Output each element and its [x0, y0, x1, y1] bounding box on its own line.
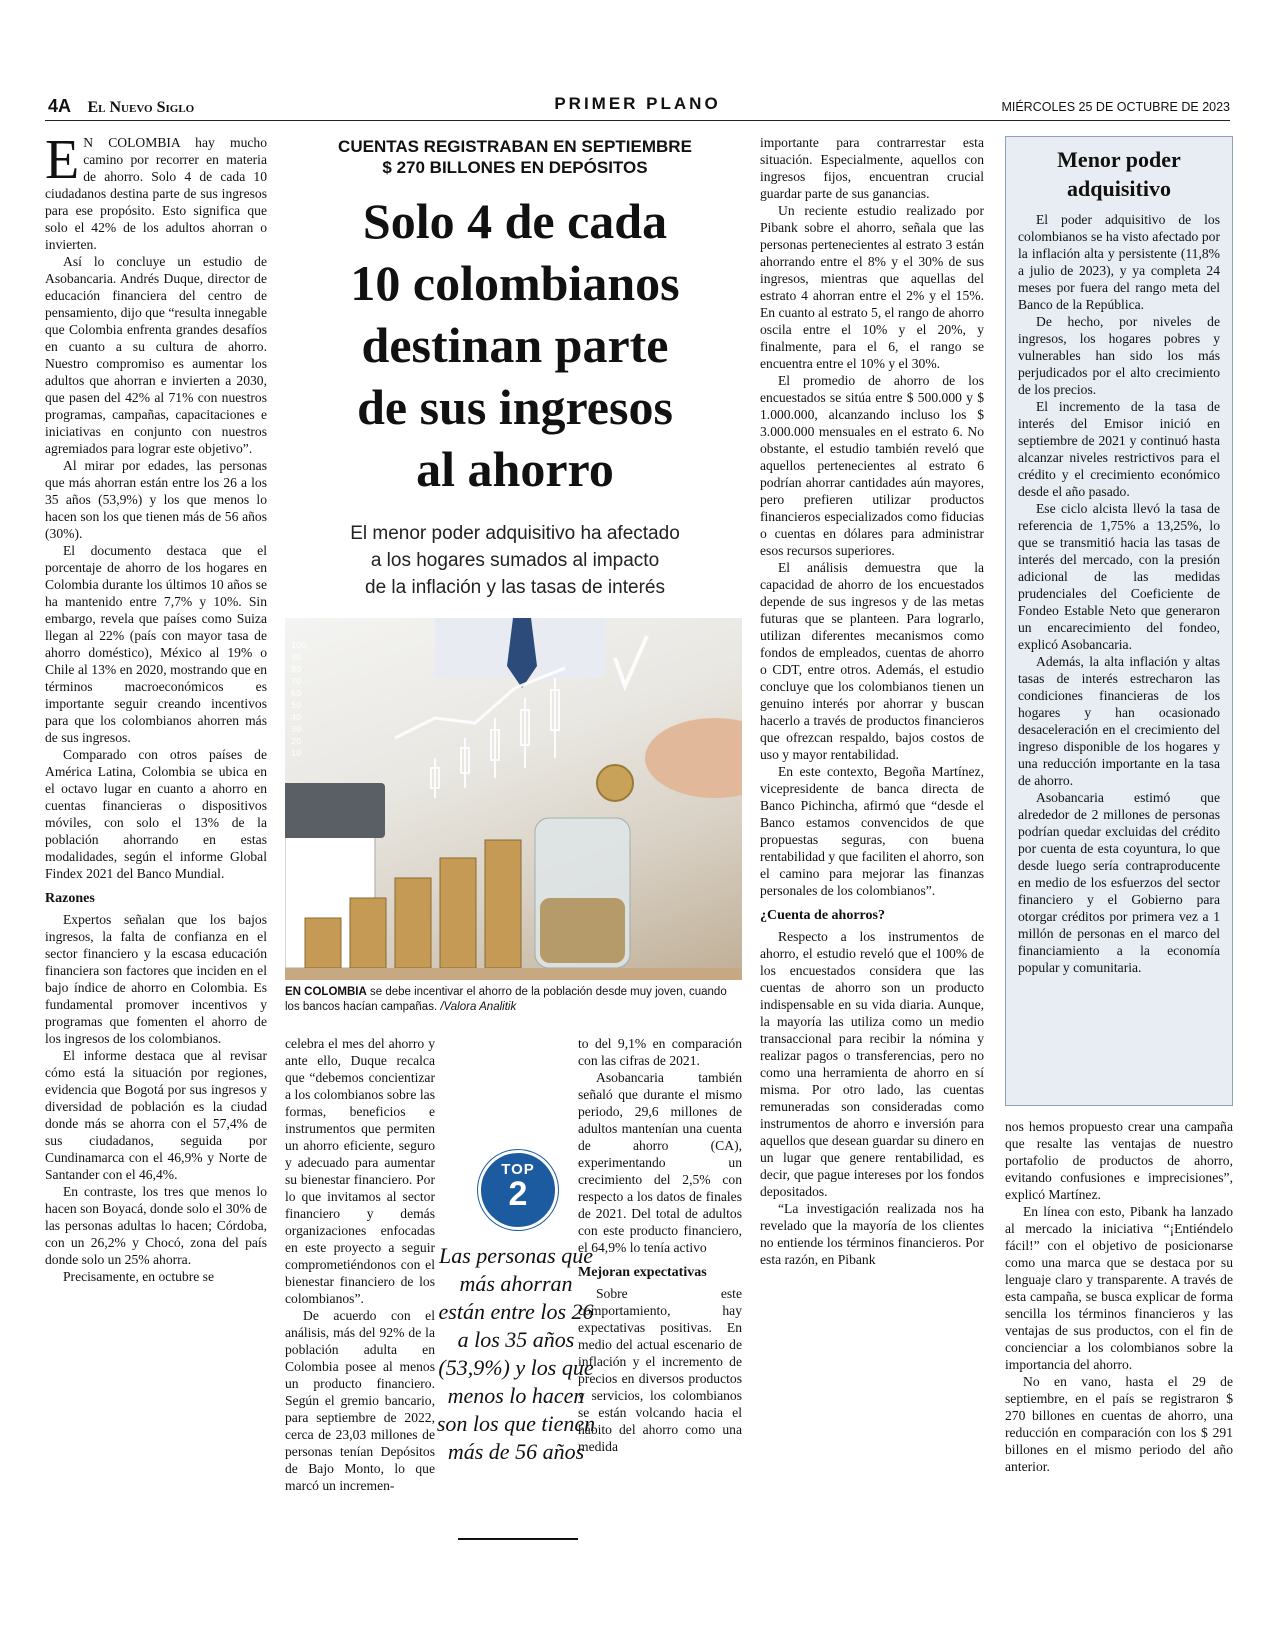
paragraph: En línea con esto, Pibank ha lanzado al mercado la iniciativa “¡Entiéndelo fácil!” con el objetivo de posicionarse como una marca que se destaca por su lenguaje claro y transparente. A través de esta campaña, se busca explicar de forma sencilla los términos financieros y las ventajas de sus productos, con el fin de concienciar a los colombianos sobre la importancia del ahorro. — [1005, 1204, 1233, 1372]
coins-savings-illustration — [285, 618, 742, 980]
headline-line: destinan parte — [361, 317, 669, 373]
subhead-line: a los hogares sumados al impacto — [370, 550, 660, 571]
header-rule — [45, 120, 1230, 121]
svg-text:10: 10 — [291, 749, 302, 758]
paragraph: Respecto a los instrumentos de ahorro, el estudio reveló que el 100% de los encuestados considera que las cuentas de ahorro son un producto indispensable en su vida diaria. Aunque, la mayoría las utiliza como un medio transaccional para recibir la nómina y realizar pagos o transferencias, pero no como una herramienta de ahorro en sí misma. Por otro lado, las cuentas remuneradas son consideradas como instrumentos de ahorro e inversión para aquellos que desean guardar su dinero en un lugar que genere rentabilidad, es decir, que pague intereses por los fondos depositados. — [760, 929, 984, 1199]
headline-line: al ahorro — [416, 441, 614, 497]
kicker-line: CUENTAS REGISTRABAN EN SEPTIEMBRE — [338, 137, 692, 156]
sidebar-paragraph: De hecho, por niveles de ingresos, los hogares pobres y vulnerables han sido los más perjudicados por el alto crecimiento de los precios. — [1018, 314, 1220, 397]
sidebar-paragraph: Ese ciclo alcista llevó la tasa de referencia de 1,75% a 13,25%, lo que se transmitió hacia las tasas de interés del mercado, con la presión adicional de las medidas prudenciales del Coeficiente de Fondeo Estable Neto que generaron un encarecimiento del fondeo, explicó Asobancaria. — [1018, 501, 1220, 652]
headline-line: Solo 4 de cada — [362, 193, 668, 249]
pull-quote: Las personas que más ahorran están entre los 26 a los 35 años (53,9%) y los que menos lo hacen son los que tienen más de 56 años — [436, 1243, 596, 1464]
paragraph: El documento destaca que el porcentaje de ahorro de los hogares en Colombia durante los últimos 10 años se ha mantenido entre 7,7% y 10%. Sin embargo, revela que países como Suiza llegan al 22% (país con mayor tasa de ahorro doméstico), México al 19% o Chile al 13% en 2020, mostrando que en términos macroeconómicos es importante seguir creando incentivos para que los colombianos ahorren más de sus ingresos. — [45, 543, 267, 745]
paragraph: Asobancaria también señaló que durante el mismo periodo, 29,6 millones de adultos mantenían una cuenta de ahorro (CA), experimentando un crecimiento del 2,5% con respecto a los datos de finales de 2021. Del total de adultos con este producto financiero, el 64,9% lo tenía activo — [578, 1070, 742, 1255]
article-column-2 — [285, 1035, 435, 1494]
svg-text:20: 20 — [291, 737, 302, 746]
page-number: 4A — [48, 96, 72, 116]
article-column-3 — [578, 1035, 742, 1455]
section-title: PRIMER PLANO — [554, 94, 721, 113]
paragraph: Comparado con otros países de América Latina, Colombia se ubica en el octavo lugar en cuanto a ahorro en cuentas financieras o dispositivos móviles, con solo el 13% de la población ahorrando en estas modalidades, según el informe Global Findex 2021 del Banco Mundial. — [45, 747, 267, 881]
badge-top: TOP — [501, 1161, 535, 1178]
sidebar-paragraph: Asobancaria estimó que alrededor de 2 millones de personas podrían quedar excluidas del crédito por cuenta de esta coyuntura, lo que desde luego sería contraproducente en medio de los esfuerzos del sector financiero y el Gobierno para otorgar créditos por primera vez a 1 millón de personas en el marco del financiamiento a la economía popular y comunitaria. — [1018, 790, 1220, 975]
subheading-razones: Razones — [45, 891, 95, 906]
svg-text:30: 30 — [291, 725, 302, 734]
paragraph: En contraste, los tres que menos lo hacen son Boyacá, donde solo el 30% de las personas adultas lo hacen; Córdoba, con un 26,2% y Chocó, zona del país donde solo un 25% ahorra. — [45, 1184, 267, 1267]
sidebar-paragraph: El incremento de la tasa de interés del Emisor inició en septiembre de 2021 y continuó hasta alcanzar niveles restrictivos para el crédito y el crecimiento económico desde el año pasado. — [1018, 399, 1220, 499]
paragraph: El análisis demuestra que la capacidad de ahorro de los encuestados depende de sus ingresos y de las metas futuras que se planteen. Para lograrlo, utilizan diferentes mecanismos como fondos de empleados, cuentas de ahorro o CDT, entre otros. Además, el estudio concluye que los colombianos tienen un genuino interés por ahorrar y buscan hacerlo a través de productos financieros que ofrezcan respaldo, bajos costos de uso y mayor rentabilidad. — [760, 560, 984, 762]
paragraph: Al mirar por edades, las personas que más ahorran están entre los 26 a los 35 años (53,9%) y los que menos lo hacen son los que tienen más de 56 años (30%). — [45, 458, 267, 541]
sidebar-box — [1005, 136, 1233, 1106]
svg-text:50: 50 — [291, 701, 302, 710]
paragraph: Un reciente estudio realizado por Pibank sobre el ahorro, señala que las personas pertenecientes al estrato 3 están ahorrando entre el 8% y el 30% de sus ingresos, mientras que aquellas del estrato 4 ahorran entre el 2% y el 15%. En cuanto al estrato 5, el rango de ahorro oscila entre el 10% y el 20%, y finalmente, para el 6, el rango se encuentra entre el 10% y el 30%. — [760, 203, 984, 371]
paragraph: No en vano, hasta el 29 de septiembre, en el país se registraron $ 270 billones en cuentas de ahorro, una reducción en comparación con los $ 291 billones en el mismo periodo del año anterior. — [1005, 1374, 1233, 1474]
photo-caption — [285, 985, 742, 1015]
subhead-line: de la inflación y las tasas de interés — [365, 577, 665, 598]
paragraph: El informe destaca que al revisar cómo está la situación por regiones, evidencia que Bogotá por sus ingresos y diversidad de población es la ciudad donde más se ahorra con el 57,4% de sus ciudadanos, seguida por Cundinamarca con el 46,9% y Norte de Santander con el 46,4%. — [45, 1048, 267, 1182]
badge-number: 2 — [508, 1175, 528, 1213]
subhead-line: El menor poder adquisitivo ha afectado — [350, 523, 680, 544]
article-column-5 — [1005, 1118, 1233, 1475]
article-column-4 — [760, 134, 984, 1268]
caption-text: se debe incentivar el ahorro de la población desde muy joven, cuando los bancos hacían campañas. — [285, 986, 727, 1013]
sidebar-paragraph: Además, la alta inflación y altas tasas de interés estrecharon las condiciones financieras de los hogares y han ocasionado desaceleración en el crecimiento del ingreso disponible de los hogares y una reducción importante en la tasa de ahorro. — [1018, 654, 1220, 788]
headline — [300, 190, 730, 500]
paragraph: to del 9,1% en comparación con las cifras de 2021. — [578, 1036, 742, 1068]
drop-cap: E — [45, 129, 80, 191]
chart-axis-labels — [291, 641, 306, 758]
subheading-mejoran: Mejoran expectativas — [578, 1265, 707, 1280]
paragraph: Expertos señalan que los bajos ingresos, la falta de confianza en el sector financiero y la escasa educación financiera son factores que inciden en el bajo índice de ahorro en Colombia. Es fundamental promover incentivos y programas que fomenten el ahorro de los ingresos de los colombianos. — [45, 912, 267, 1046]
sidebar-title: Menor poder adquisitivo — [1057, 147, 1181, 201]
subheading-cuenta: ¿Cuenta de ahorros? — [760, 908, 885, 923]
headline-line: de sus ingresos — [357, 379, 673, 435]
paragraph: nos hemos propuesto crear una campaña que resalte las ventajas de nuestro portafolio de productos de ahorro, evitando confusiones e imprecisiones”, explicó Martínez. — [1005, 1119, 1233, 1202]
kicker-line: $ 270 BILLONES EN DEPÓSITOS — [382, 158, 648, 177]
article-photo — [285, 618, 742, 980]
paragraph: En este contexto, Begoña Martínez, vicepresidente de banca directa de Banco Pichincha, afirmó que “desde el Banco estamos convencidos de que propuestas seguras, con buena rentabilidad y que faciliten el ahorro, son el camino para mejorar las finanzas personales de los colombianos”. — [760, 764, 984, 898]
headline-line: 10 colombianos — [350, 255, 680, 311]
coin-icon — [597, 765, 633, 801]
top-2-badge — [478, 1150, 558, 1230]
svg-text:80: 80 — [291, 665, 302, 674]
paragraph: De acuerdo con el análisis, más del 92% de la población adulta en Colombia posee al menos un producto financiero. Según el gremio bancario, para septiembre de 2022, cerca de 23,03 millones de personas tenían Depósitos de Bajo Monto, lo que marcó un incremen- — [285, 1308, 435, 1493]
issue-date: MIÉRCOLES 25 DE OCTUBRE DE 2023 — [1001, 100, 1230, 114]
paragraph: celebra el mes del ahorro y ante ello, Duque recalca que “debemos concientizar a los colombianos sobre las formas, beneficios e instrumentos que permiten un ahorro eficiente, seguro y adecuado para aumentar su bienestar financiero. Por lo que invitamos al sector financiero y demás organizaciones enfocadas en este proyecto a seguir comprometiéndonos con el bienestar financiero de los colombianos”. — [285, 1036, 435, 1306]
paragraph: Así lo concluye un estudio de Asobancaria. Andrés Duque, director de educación financiera del centro de pensamiento, dijo que “resulta innegable que Colombia enfrenta grandes desafíos en cuanto a su cultura de ahorro. Nuestro compromiso es aumentar los adultos que ahorran e invierten a 2030, que pasen del 42% al 71% con nuestros programas, campañas, capacitaciones e iniciativas en conjunto con nuestros agremiados para lograr este objetivo”. — [45, 254, 267, 456]
paragraph: N COLOMBIA hay mucho camino por recorrer en materia de ahorro. Solo 4 de cada 10 ciudadanos destina parte de sus ingresos para ese propósito. Esto significa que solo el 42% de los adultos ahorran o invierten. — [45, 135, 267, 252]
paragraph: Sobre este comportamiento, hay expectativas positivas. En medio del actual escenario de inflación y el incremento de precios en diversos productos y servicios, los colombianos se están volcando hacia el hábito del ahorro como una medida — [578, 1286, 742, 1454]
caption-bold: EN COLOMBIA — [285, 986, 367, 998]
caption-credit: /Valora Analitik — [437, 1001, 517, 1013]
svg-text:90: 90 — [291, 653, 302, 662]
svg-text:60: 60 — [291, 689, 302, 698]
paragraph: importante para contrarrestar esta situación. Especialmente, aquellos con ingresos fijos, encuentran crucial guardar parte de sus ganancias. — [760, 135, 984, 201]
subheadline — [300, 520, 730, 601]
paragraph: Precisamente, en octubre se — [63, 1269, 214, 1284]
newspaper-name: El Nuevo Siglo — [87, 99, 195, 116]
kicker — [300, 136, 730, 178]
article-column-1 — [45, 129, 267, 1285]
sidebar-paragraph: El poder adquisitivo de los colombianos se ha visto afectado por la inflación alta y persistente (11,8% a julio de 2023), y ya completa 24 meses por fuera del rango meta del Banco de la República. — [1018, 212, 1220, 312]
pull-quote-rule — [458, 1538, 578, 1540]
svg-text:40: 40 — [291, 713, 302, 722]
paragraph: “La investigación realizada nos ha revelado que la mayoría de los clientes no entiende los términos financieros. Por esta razón, en Pibank — [760, 1201, 984, 1267]
svg-text:70: 70 — [291, 677, 302, 686]
svg-text:100: 100 — [291, 641, 307, 650]
paragraph: El promedio de ahorro de los encuestados se sitúa entre $ 500.000 y $ 1.000.000, alcanzando incluso los $ 3.000.000 mensuales en el estrato 6. No obstante, el estudio también reveló que aquellos pertenecientes al estrato 6 podrían ahorrar cantidades aún mayores, pero prefieren utilizar productos financieros especializados como fiducias o cuentas en dólares para administrar esos recursos superiores. — [760, 373, 984, 558]
